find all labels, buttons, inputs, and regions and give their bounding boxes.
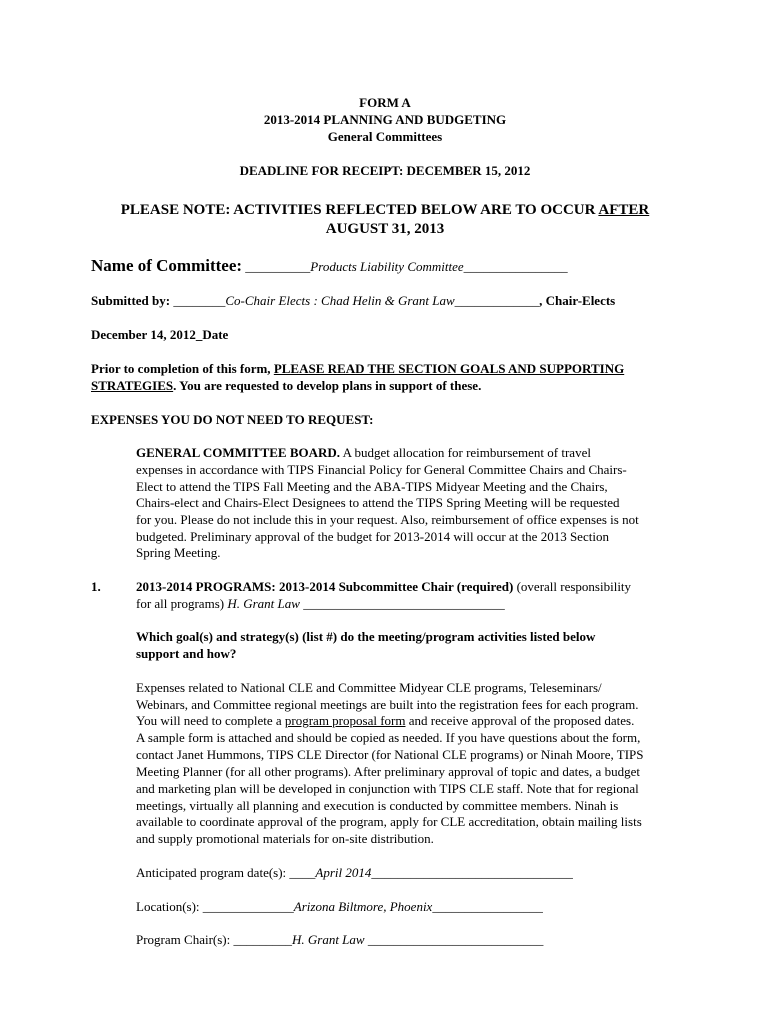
- question-line2: support and how?: [136, 646, 237, 661]
- body-line-9: available to coordinate approval of the program, apply for CLE accreditation, obtain mailing lists: [136, 814, 642, 829]
- please-note-line1: [0, 200, 770, 220]
- dates-post: _______________________________: [371, 865, 573, 880]
- submitted-label: Submitted by:: [91, 293, 171, 308]
- form-title: FORM A: [359, 95, 411, 110]
- please-note-line2: AUGUST 31, 2013: [325, 221, 445, 237]
- committee-pre-blank: __________: [242, 259, 311, 274]
- submitted-suffix: , Chair-Elects: [539, 293, 616, 308]
- section1-chair-value: H. Grant Law: [227, 596, 300, 611]
- submitted-value: Co-Chair Elects : Chad Helin & Grant Law: [225, 293, 455, 308]
- section1-number: 1.: [91, 579, 101, 594]
- submitted-by-line: [91, 292, 615, 309]
- board-line-1: [136, 444, 591, 461]
- expenses-heading: EXPENSES YOU DO NOT NEED TO REQUEST:: [91, 412, 374, 427]
- form-committees: General Committees: [327, 129, 443, 144]
- board-line-3: Elect to attend the TIPS Fall Meeting and the ABA-TIPS Midyear Meeting and the Chairs,: [136, 479, 608, 494]
- body-line-3-rest: and receive approval of the proposed dates.: [405, 713, 635, 728]
- body-line-1: Expenses related to National CLE and Committee Midyear CLE programs, Teleseminars/: [136, 680, 602, 695]
- board-line-7: Spring Meeting.: [136, 545, 221, 560]
- committee-name-line: [91, 255, 568, 278]
- body-line-5: contact Janet Hummons, TIPS CLE Director (for National CLE programs) or Ninah Moore, TIPS: [136, 747, 644, 762]
- note-text: PLEASE NOTE: ACTIVITIES REFLECTED BELOW ARE TO OCCUR: [120, 202, 599, 218]
- committee-post-blank: ________________: [463, 259, 568, 274]
- committee-label: Name of Committee:: [91, 256, 243, 275]
- program-chair-label: Program Chair(s):: [136, 932, 234, 947]
- question-line1: Which goal(s) and strategy(s) (list #) do the meeting/program activities listed below: [136, 629, 596, 644]
- form-subtitle: 2013-2014 PLANNING AND BUDGETING: [263, 112, 507, 127]
- goals-link-part1[interactable]: PLEASE READ THE SECTION GOALS AND SUPPORTING: [273, 361, 625, 376]
- goals-link-part2[interactable]: STRATEGIES: [91, 378, 174, 393]
- program-dates-field: [136, 864, 573, 881]
- board-line-6: budgeted. Preliminary approval of the budget for 2013-2014 will occur at the 2013 Section: [136, 529, 609, 544]
- prior-line2: [91, 377, 481, 394]
- section1-heading-line: [136, 578, 631, 595]
- section1-chair-blank: _______________________________: [299, 596, 505, 611]
- section1-chair-line: [136, 595, 505, 612]
- body-line-3-prefix: You will need to complete a: [136, 713, 285, 728]
- body-line-4: A sample form is attached and should be copied as needed. If you have questions about the form,: [136, 730, 641, 745]
- board-heading: GENERAL COMMITTEE BOARD.: [136, 445, 341, 460]
- submitted-pre-blank: ________: [170, 293, 226, 308]
- dates-label: Anticipated program date(s):: [136, 865, 290, 880]
- board-line-4: Chairs-elect and Chairs-Elect Designees to attend the TIPS Spring Meeting will be requested: [136, 495, 620, 510]
- deadline: DEADLINE FOR RECEIPT: DECEMBER 15, 2012: [239, 163, 531, 178]
- body-line-8: meetings, virtually all planning and execution is conducted by committee members. Ninah is: [136, 798, 619, 813]
- date-line: December 14, 2012_Date: [91, 327, 229, 342]
- prior-rest: . You are requested to develop plans in support of these.: [173, 378, 482, 393]
- body-line-3: [136, 712, 634, 729]
- section1-line2-prefix: for all programs): [136, 596, 228, 611]
- location-post: _________________: [432, 899, 543, 914]
- submitted-post-blank: _____________: [454, 293, 540, 308]
- board-line-2: expenses in accordance with TIPS Financial Policy for General Committee Chairs and Chairs-: [136, 462, 627, 477]
- body-line-2: Webinars, and Committee regional meetings are built into the registration fees for each program.: [136, 697, 639, 712]
- dates-value: April 2014: [315, 865, 372, 880]
- location-label: Location(s):: [136, 899, 203, 914]
- program-chair-field: [136, 931, 543, 948]
- section1-heading: 2013-2014 PROGRAMS: 2013-2014 Subcommittee Chair (required): [136, 579, 514, 594]
- prior-prefix: Prior to completion of this form,: [91, 361, 274, 376]
- section1-heading-rest: (overall responsibility: [513, 579, 632, 594]
- board-text-1: A budget allocation for reimbursement of travel: [340, 445, 591, 460]
- program-proposal-form-link[interactable]: program proposal form: [284, 713, 406, 728]
- body-line-10: and supply promotional materials for on-site distribution.: [136, 831, 434, 846]
- body-line-6: Meeting Planner (for all other programs). After preliminary approval of topic and dates, a budget: [136, 764, 640, 779]
- location-value: Arizona Biltmore, Phoenix: [293, 899, 433, 914]
- prior-line1: [91, 360, 624, 377]
- body-line-7: and marketing plan will be developed in conjunction with TIPS CLE staff. Note that for regional: [136, 781, 639, 796]
- dates-pre: ____: [289, 865, 316, 880]
- program-chair-value: H. Grant Law: [291, 932, 365, 947]
- program-chair-pre: _________: [233, 932, 292, 947]
- location-pre: ______________: [202, 899, 294, 914]
- location-field: [136, 898, 543, 915]
- committee-value: Products Liability Committee: [310, 259, 464, 274]
- program-chair-post: ___________________________: [364, 932, 544, 947]
- note-after: AFTER: [598, 202, 650, 218]
- board-line-5: for you. Please do not include this in your request. Also, reimbursement of office expenses is not: [136, 512, 639, 527]
